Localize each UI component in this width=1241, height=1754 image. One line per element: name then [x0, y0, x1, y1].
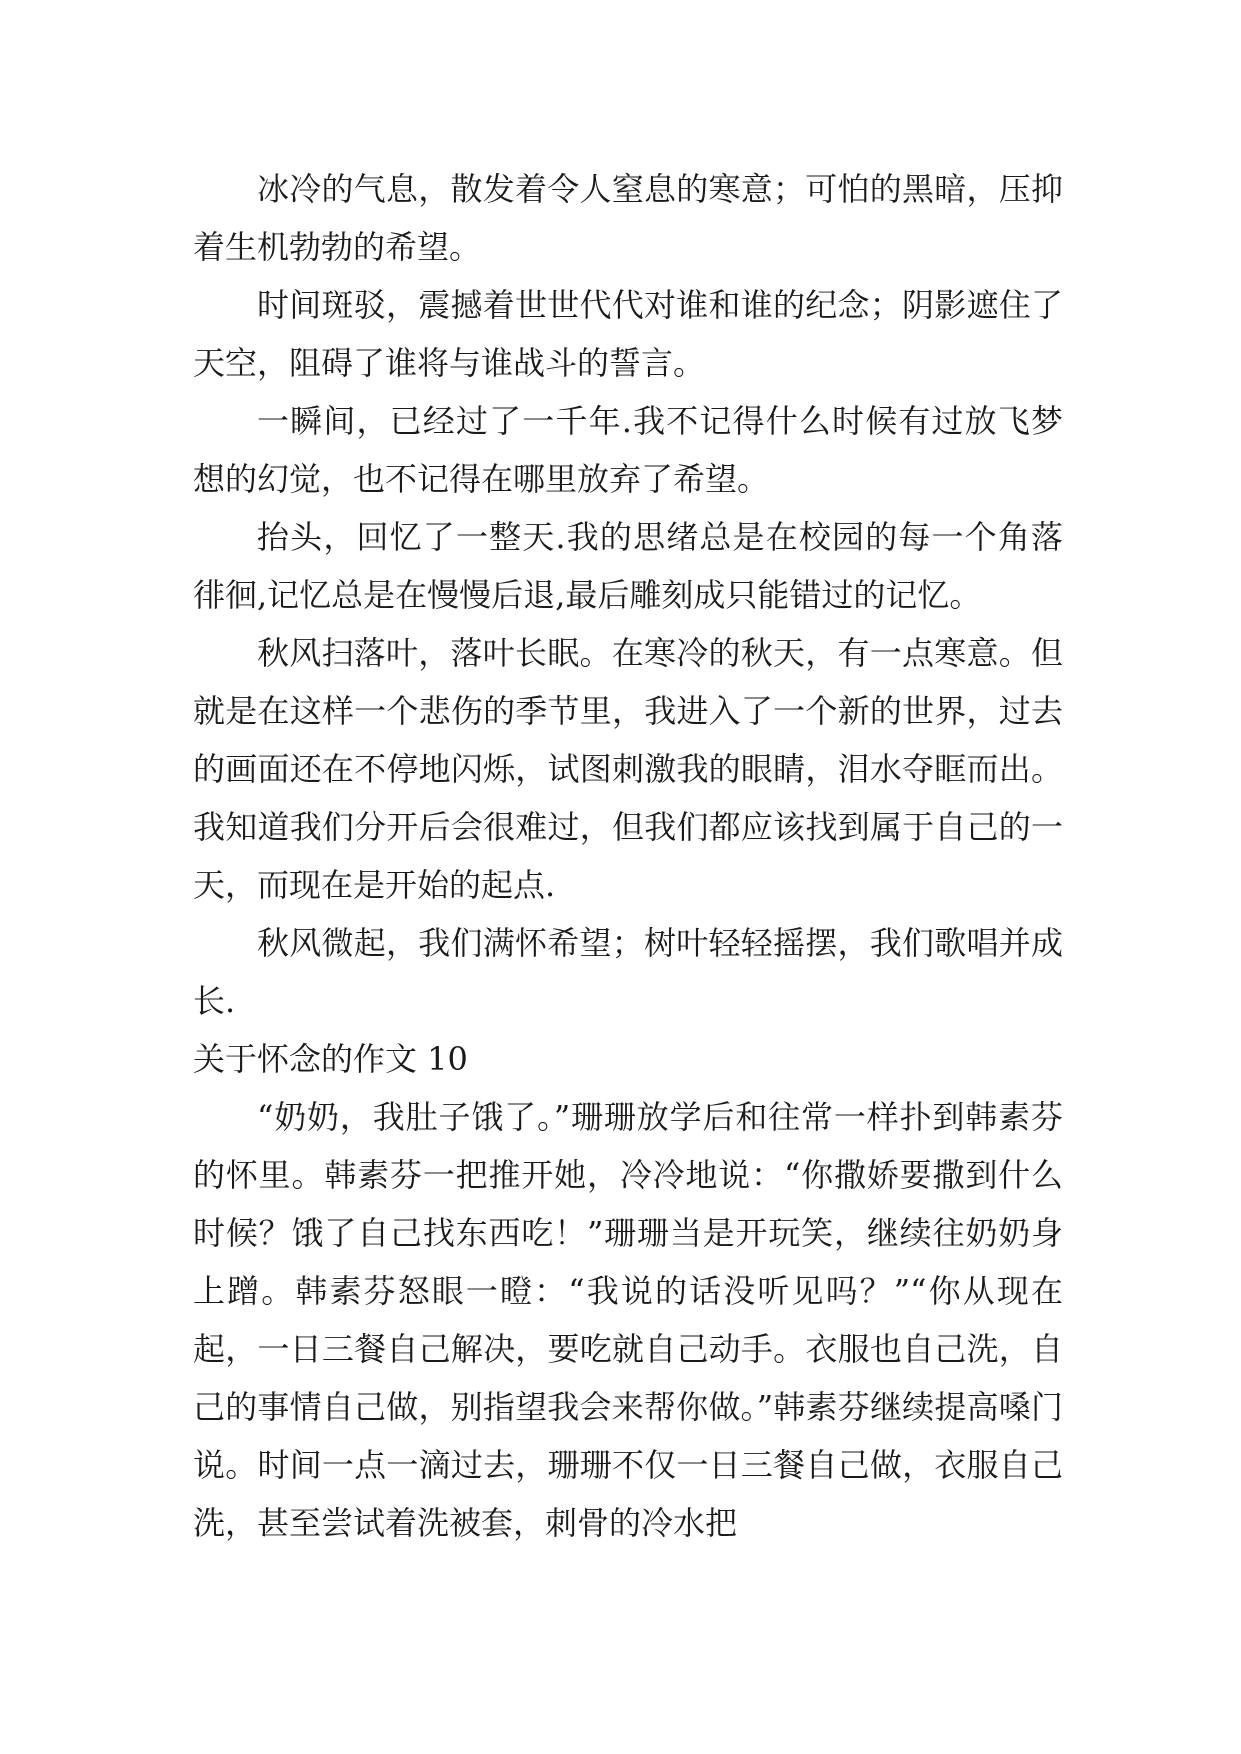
paragraph-7: “奶奶，我肚子饿了。”珊珊放学后和往常一样扑到韩素芬的怀里。韩素芬一把推开她，冷冷地说：“你撒娇要撒到什么时候？饿了自己找东西吃！”珊珊当是开玩笑，继续往奶奶身上蹭。韩素芬怒眼一瞪：“我说的话没听见吗？”“你从现在起，一日三餐自己解决，要吃就自己动手。衣服也自己洗，自己的事情自己做，别指望我会来帮你做。”韩素芬继续提高嗓门说。时间一点一滴过去，珊珊不仅一日三餐自己做，衣服自己洗，甚至尝试着洗被套，刺骨的冷水把 — [193, 1098, 1063, 1542]
paragraph-5: 秋风扫落叶，落叶长眠。在寒冷的秋天，有一点寒意。但就是在这样一个悲伤的季节里，我进入了一个新的世界，过去的画面还在不停地闪烁，试图刺激我的眼睛，泪水夺眶而出。我知道我们分开后会很难过，但我们都应该找到属于自己的一天，而现在是开始的起点. — [193, 634, 1063, 904]
section-heading: 关于怀念的作文 10 — [193, 1040, 468, 1078]
paragraph-1: 冰冷的气息，散发着令人窒息的寒意；可怕的黑暗，压抑着生机勃勃的希望。 — [193, 170, 1063, 266]
document-body — [193, 160, 1063, 1552]
paragraph-3: 一瞬间，已经过了一千年.我不记得什么时候有过放飞梦想的幻觉，也不记得在哪里放弃了希望。 — [193, 402, 1063, 498]
paragraph-2: 时间斑驳，震撼着世世代代对谁和谁的纪念；阴影遮住了天空，阻碍了谁将与谁战斗的誓言。 — [193, 286, 1063, 382]
paragraph-6: 秋风微起，我们满怀希望；树叶轻轻摇摆，我们歌唱并成长. — [193, 924, 1063, 1020]
paragraph-4: 抬头，回忆了一整天.我的思绪总是在校园的每一个角落徘徊,记忆总是在慢慢后退,最后雕刻成只能错过的记忆。 — [193, 518, 1063, 614]
